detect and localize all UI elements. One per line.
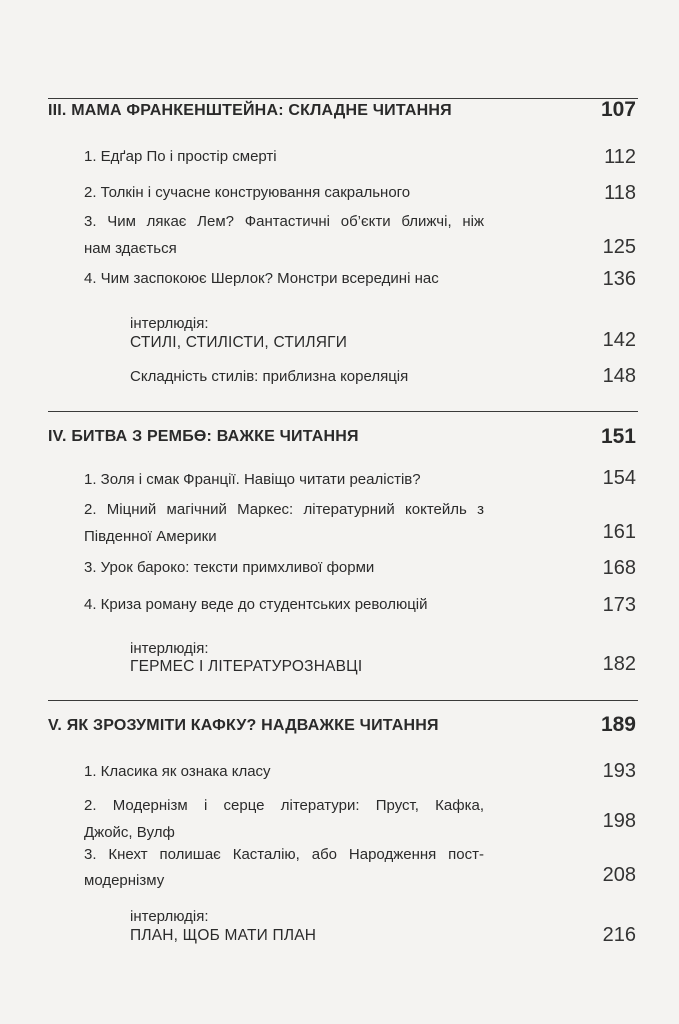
section-divider: [48, 98, 638, 99]
section-title: V. ЯК ЗРОЗУМІТИ КАФКУ? НАДВАЖКЕ ЧИТАННЯ: [48, 717, 439, 734]
toc-entry-line2: Південної Америки: [84, 528, 217, 545]
interlude-title: ГЕРМЕС І ЛІТЕРАТУРОЗНАВЦІ: [130, 658, 363, 675]
interlude-title: СТИЛІ, СТИЛІСТИ, СТИЛЯГИ: [130, 334, 348, 351]
section-title: III. МАМА ФРАНКЕНШТЕЙНА: СКЛАДНЕ ЧИТАННЯ: [48, 102, 452, 119]
toc-entry-page: 193: [602, 760, 636, 782]
toc-entry-page: 173: [602, 594, 636, 616]
toc-entry-page: 125: [602, 236, 636, 258]
toc-entry-line2: модернізму: [84, 872, 165, 889]
toc-entry: 2. Толкін і сучасне конструювання сакрального: [84, 184, 411, 201]
section-title: IV. БИТВА З РЕМБӨ: ВАЖКЕ ЧИТАННЯ: [48, 428, 359, 445]
toc-entry: 4. Чим заспокоює Шерлок? Монстри всередині нас: [84, 270, 439, 287]
toc-entry-line1: 3. Кнехт полишає Касталію, або Народження пост-: [84, 846, 484, 863]
toc-entry-line1: 3. Чим лякає Лем? Фантастичні об’єкти ближчі, ніж: [84, 213, 484, 230]
toc-entry-page: 168: [602, 557, 636, 579]
interlude-page: 216: [602, 924, 636, 946]
toc-entry: 1. Едґар По і простір смерті: [84, 148, 277, 165]
toc-entry-line2: Джойс, Вулф: [84, 824, 175, 841]
section-divider: [48, 700, 638, 701]
toc-entry: 4. Криза роману веде до студентських революцій: [84, 596, 428, 613]
toc-entry-page: 161: [602, 521, 636, 543]
toc-entry-line1: 2. Модернізм і серце літератури: Пруст, Кафка,: [84, 797, 484, 814]
toc-entry-page: 112: [604, 146, 636, 168]
toc-entry-page: 118: [604, 182, 636, 204]
section-divider: [48, 411, 638, 412]
section-page-number: 189: [600, 713, 636, 736]
toc-entry: Складність стилів: приблизна кореляція: [130, 368, 409, 385]
interlude-label: інтерлюдія:: [130, 640, 209, 657]
interlude-page: 182: [602, 653, 636, 675]
toc-entry-line2: нам здається: [84, 240, 177, 257]
toc-entry-page: 154: [602, 467, 636, 489]
interlude-page: 142: [602, 329, 636, 351]
interlude-title: ПЛАН, ЩОБ МАТИ ПЛАН: [130, 927, 317, 944]
toc-entry: 1. Класика як ознака класу: [84, 763, 271, 780]
section-page-number: 151: [600, 425, 636, 448]
toc-entry-page: 136: [602, 268, 636, 290]
toc-entry-page: 208: [602, 864, 636, 886]
section-page-number: 107: [600, 98, 636, 121]
toc-entry: 3. Урок бароко: тексти примхливої форми: [84, 559, 375, 576]
interlude-label: інтерлюдія:: [130, 908, 209, 925]
interlude-label: інтерлюдія:: [130, 315, 209, 332]
toc-entry-line1: 2. Міцний магічний Маркес: літературний коктейль з: [84, 501, 484, 518]
toc-entry-page: 198: [602, 810, 636, 832]
toc-entry-page: 148: [602, 365, 636, 387]
toc-entry: 1. Золя і смак Франції. Навіщо читати реалістів?: [84, 471, 421, 488]
